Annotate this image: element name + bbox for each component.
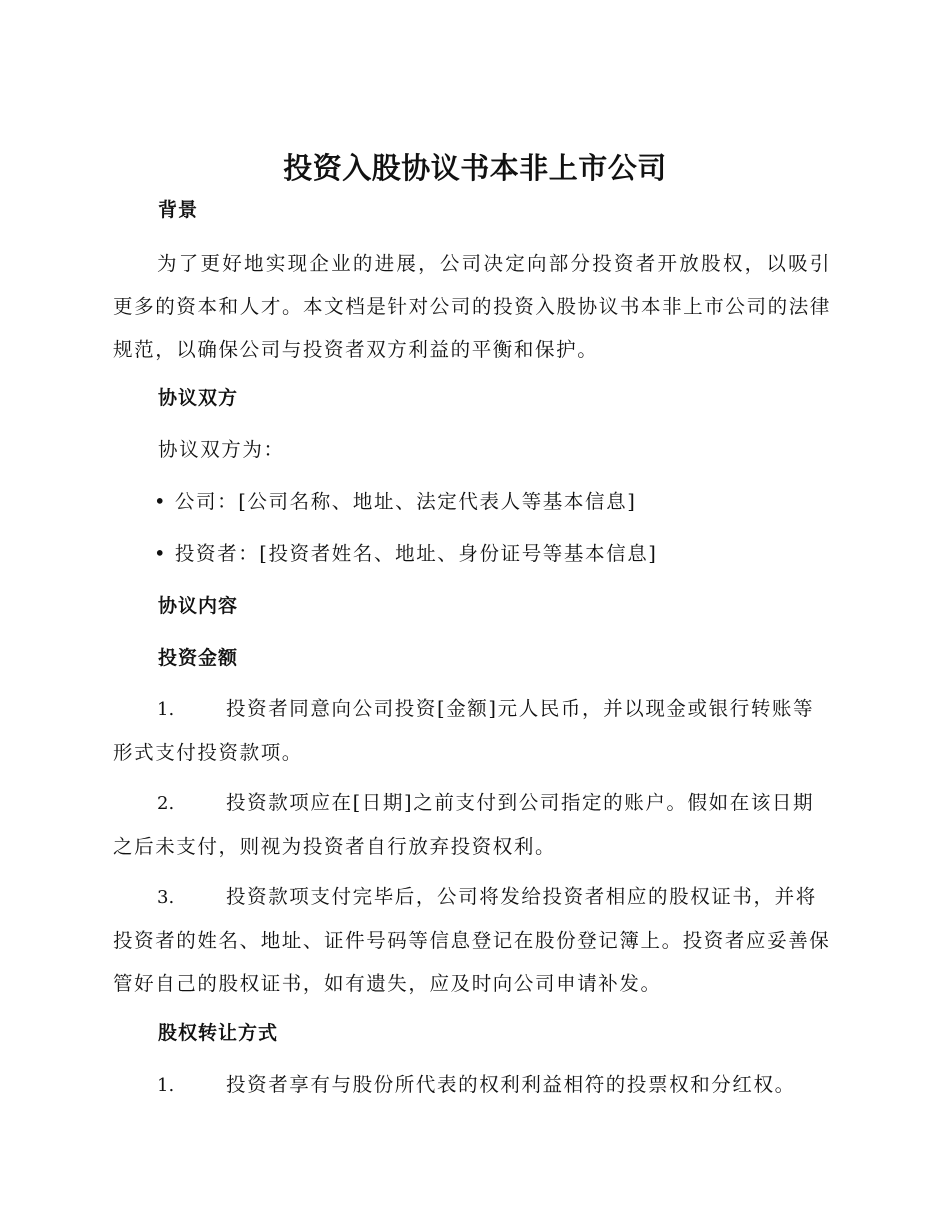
heading-content: 协议内容 bbox=[158, 595, 239, 617]
party-company: • 公司：[公司名称、地址、法定代表人等基本信息] bbox=[154, 490, 637, 513]
background-paragraph: 为了更好地实现企业的进展，公司决定向部分投资者开放股权，以吸引更多的资本和人才。本文档是针对公司的投资入股协议书本非上市公司的法律规范，以确保公司与投资者双方利益的平衡和保护。 bbox=[113, 252, 831, 361]
list-text: 投资款项支付完毕后，公司将发给投资者相应的股权证书，并将投资者的姓名、地址、证件号码等信息登记在股份登记簿上。投资者应妥善保管好自己的股权证书，如有遗失，应及时向公司申请补发。 bbox=[113, 885, 831, 995]
parties-intro: 协议双方为： bbox=[158, 438, 285, 461]
heading-transfer: 股权转让方式 bbox=[158, 1022, 279, 1044]
transfer-item-1 bbox=[113, 1063, 831, 1107]
amount-item-1 bbox=[113, 687, 831, 774]
list-number: 1. bbox=[157, 1075, 175, 1096]
list-text: 投资者同意向公司投资[金额]元人民币，并以现金或银行转账等形式支付投资款项。 bbox=[113, 697, 815, 764]
heading-parties: 协议双方 bbox=[158, 387, 239, 409]
heading-background: 背景 bbox=[158, 199, 199, 221]
list-text: 投资款项应在[日期]之前支付到公司指定的账户。假如在该日期之后未支付，则视为投资者自行放弃投资权利。 bbox=[113, 791, 815, 858]
heading-amount: 投资金额 bbox=[158, 647, 239, 669]
list-text: 投资者享有与股份所代表的权利利益相符的投票权和分红权。 bbox=[226, 1073, 796, 1096]
party-investor: • 投资者：[投资者姓名、地址、身份证号等基本信息] bbox=[154, 542, 658, 565]
document-title: 投资入股协议书本非上市公司 bbox=[283, 151, 667, 185]
amount-item-3 bbox=[113, 875, 831, 1005]
amount-item-2 bbox=[113, 781, 831, 868]
list-number: 1. bbox=[157, 699, 175, 720]
list-number: 3. bbox=[157, 887, 175, 908]
list-number: 2. bbox=[157, 793, 175, 814]
